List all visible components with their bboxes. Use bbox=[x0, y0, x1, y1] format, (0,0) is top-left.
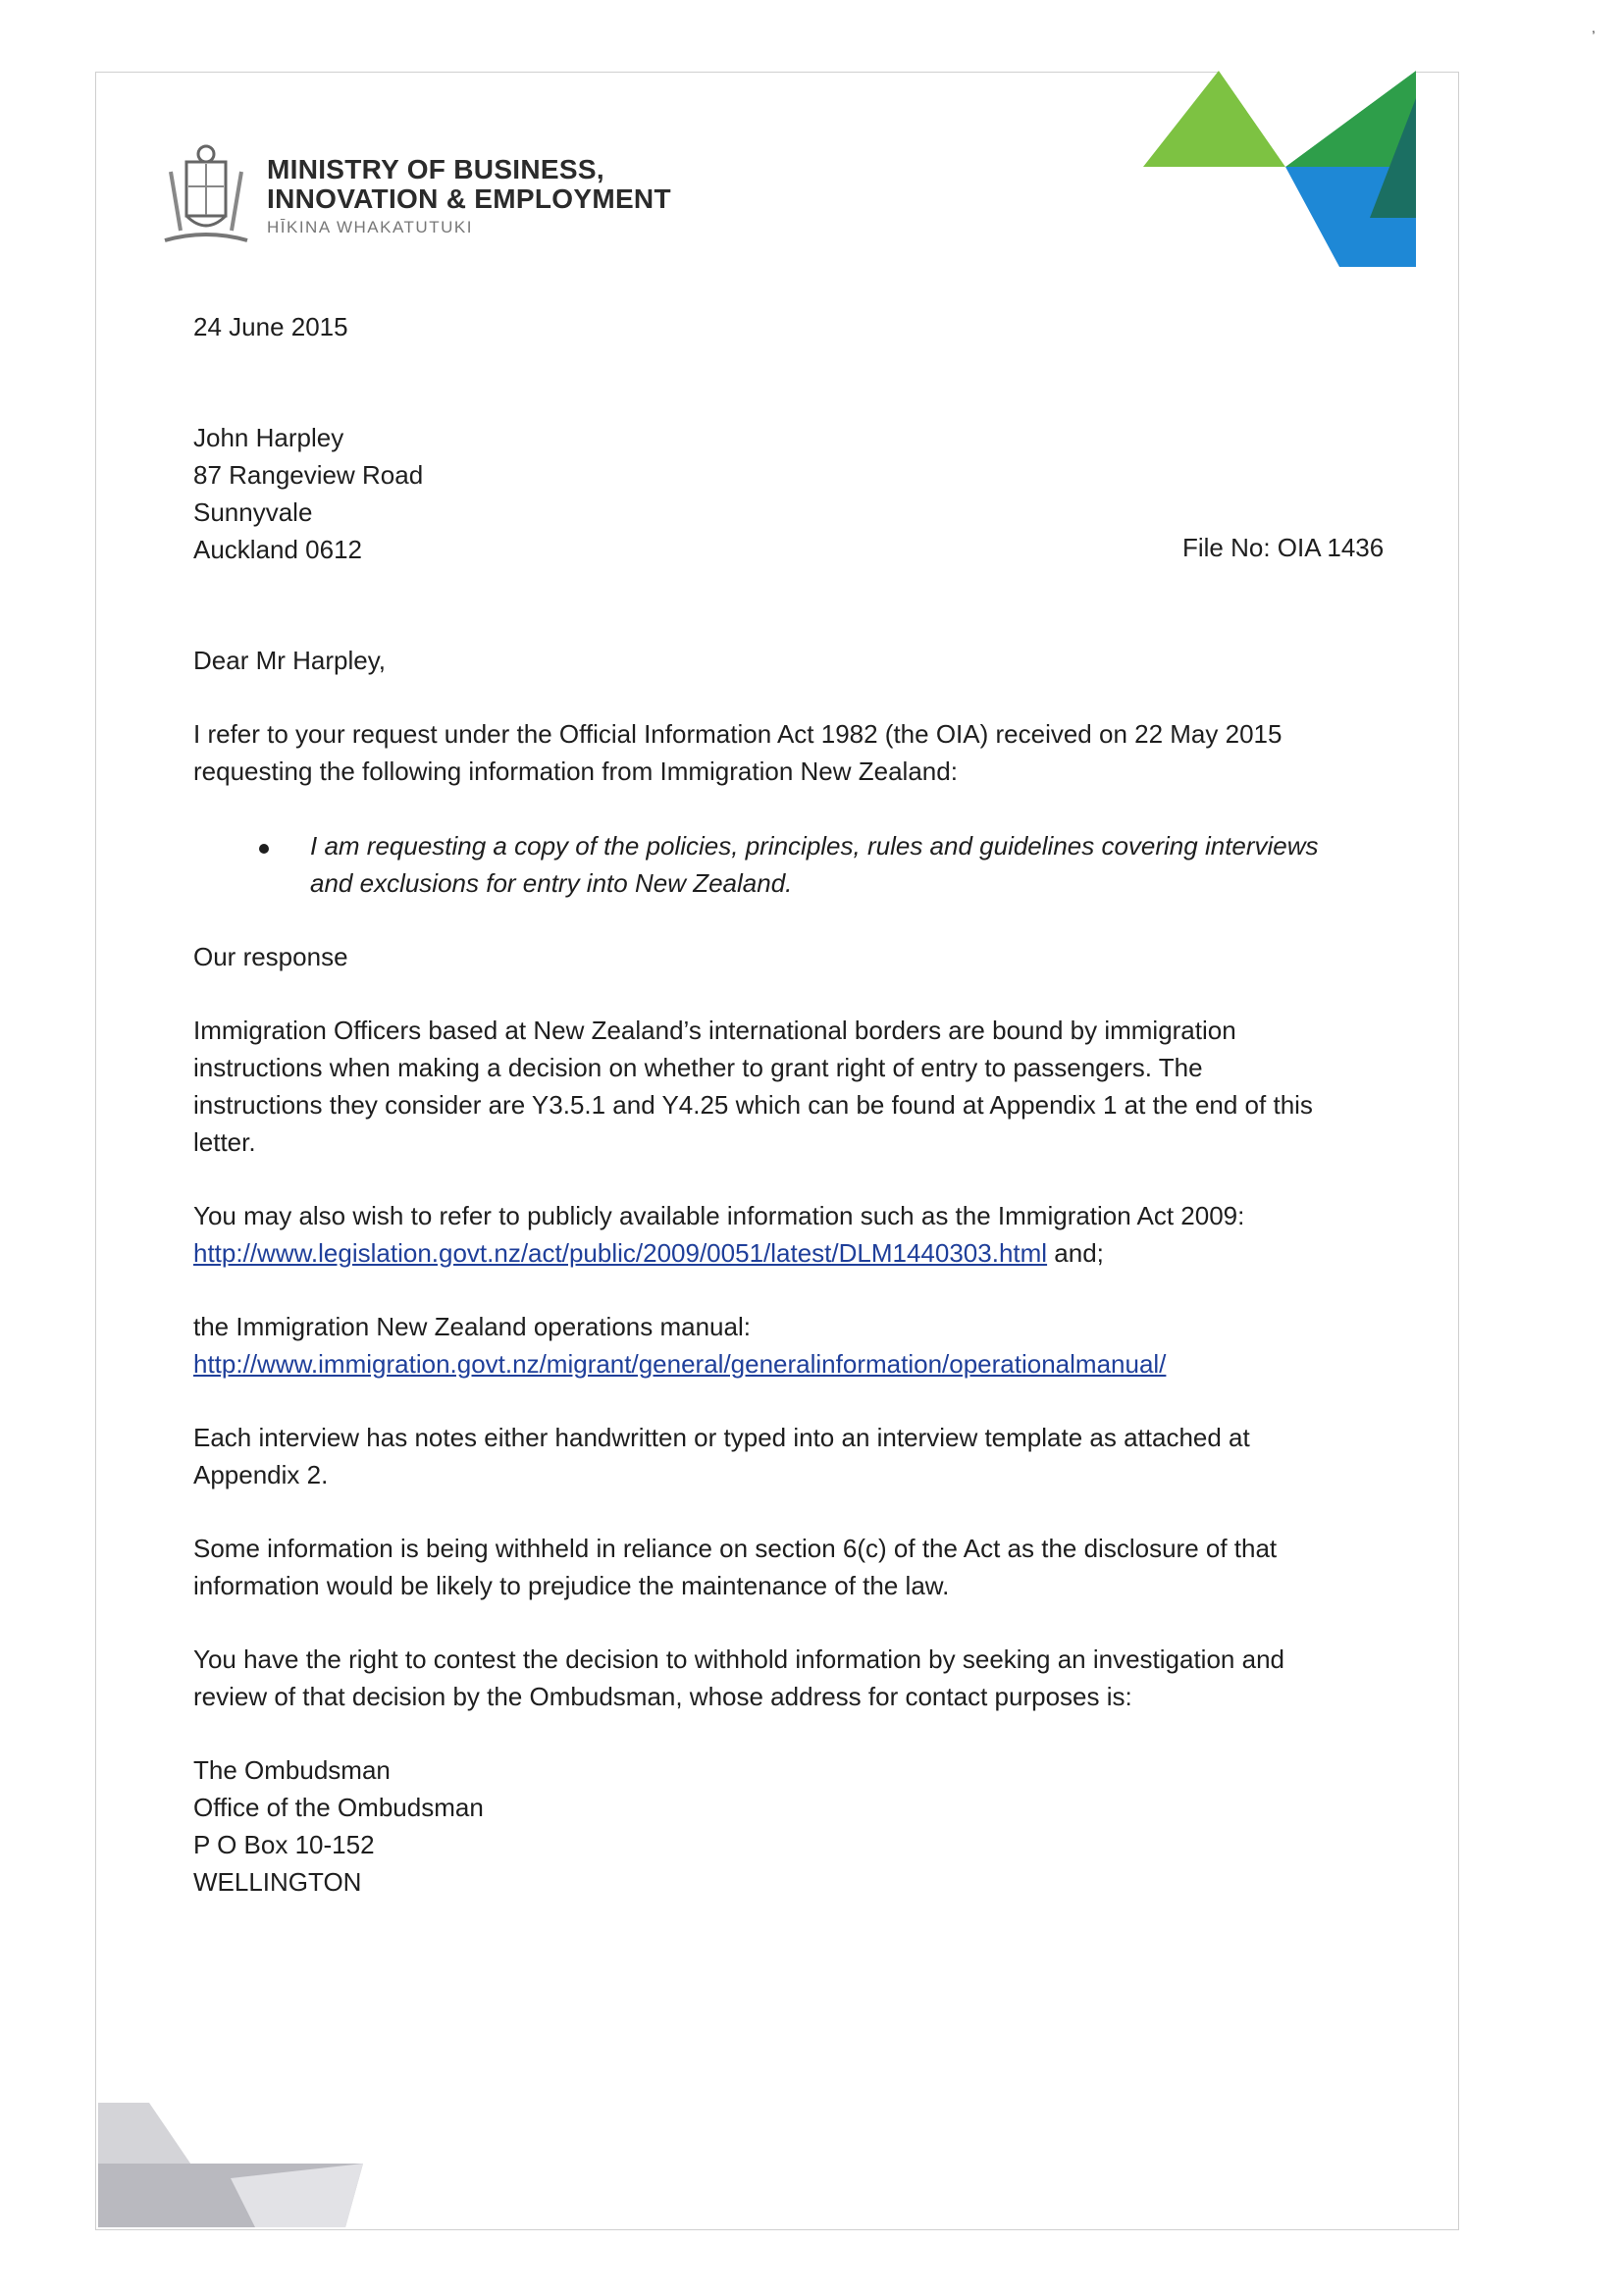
para4-line-1: Each interview has notes either handwritten or typed into an interview template as attached at bbox=[193, 1423, 1250, 1452]
para1-line-3: instructions they consider are Y3.5.1 and Y4.25 which can be found at Appendix 1 at the end of this bbox=[193, 1090, 1313, 1120]
operations-manual-link[interactable]: http://www.immigration.govt.nz/migrant/general/generalinformation/operationalmanual/ bbox=[193, 1349, 1167, 1379]
ministry-maori-name: HĪKINA WHAKATUTUKI bbox=[267, 218, 473, 236]
intro-line-1: I refer to your request under the Official Information Act 1982 (the OIA) received on 22 May 2015 bbox=[193, 719, 1283, 749]
ministry-name-line-1: MINISTRY OF BUSINESS, bbox=[267, 154, 604, 184]
para4-line-2: Appendix 2. bbox=[193, 1460, 329, 1489]
ministry-name-line-2: INNOVATION & EMPLOYMENT bbox=[267, 183, 671, 214]
para1-line-1: Immigration Officers based at New Zealand’s international borders are bound by immigration bbox=[193, 1016, 1236, 1045]
recipient-suburb: Sunnyvale bbox=[193, 497, 313, 527]
para2-suffix: and; bbox=[1047, 1238, 1104, 1268]
request-quote-line-2: and exclusions for entry into New Zealand. bbox=[310, 868, 793, 898]
para5-line-2: information would be likely to prejudice the maintenance of the law. bbox=[193, 1571, 950, 1600]
salutation: Dear Mr Harpley, bbox=[193, 646, 387, 675]
ombudsman-address-line-4: WELLINGTON bbox=[193, 1867, 362, 1897]
para2-text: You may also wish to refer to publicly available information such as the Immigration Act 2009: bbox=[193, 1201, 1245, 1230]
ministry-name-block bbox=[267, 155, 671, 237]
para5-line-1: Some information is being withheld in reliance on section 6(c) of the Act as the disclosure of that bbox=[193, 1534, 1278, 1563]
coat-of-arms-icon bbox=[157, 142, 255, 250]
ombudsman-address-line-2: Office of the Ombudsman bbox=[193, 1793, 484, 1822]
letter-date: 24 June 2015 bbox=[193, 312, 348, 341]
file-number: File No: OIA 1436 bbox=[1182, 533, 1385, 562]
legislation-link[interactable]: http://www.legislation.govt.nz/act/public/2009/0051/latest/DLM1440303.html bbox=[193, 1238, 1048, 1268]
ministry-logo bbox=[157, 142, 671, 250]
para6-line-1: You have the right to contest the decision to withhold information by seeking an investigation and bbox=[193, 1644, 1284, 1674]
ombudsman-address-line-1: The Ombudsman bbox=[193, 1755, 391, 1785]
request-quote-line-1: I am requesting a copy of the policies, principles, rules and guidelines covering interviews bbox=[310, 831, 1319, 861]
recipient-name: John Harpley bbox=[193, 423, 344, 452]
letter-page-frame bbox=[95, 72, 1459, 2230]
ombudsman-address-line-3: P O Box 10-152 bbox=[193, 1830, 375, 1859]
bullet-icon bbox=[259, 844, 269, 854]
para6-line-2: review of that decision by the Ombudsman, whose address for contact purposes is: bbox=[193, 1682, 1132, 1711]
intro-line-2: requesting the following information from Immigration New Zealand: bbox=[193, 757, 958, 786]
para1-line-2: instructions when making a decision on whether to grant right of entry to passengers. The bbox=[193, 1053, 1203, 1082]
para2-link-line bbox=[193, 1234, 1104, 1272]
para1-line-4: letter. bbox=[193, 1127, 256, 1157]
para3-text: the Immigration New Zealand operations manual: bbox=[193, 1312, 751, 1341]
recipient-city: Auckland 0612 bbox=[193, 535, 363, 564]
corner-mark: , bbox=[1592, 20, 1596, 35]
para3-link-line bbox=[193, 1345, 1166, 1383]
response-heading: Our response bbox=[193, 942, 348, 971]
recipient-street: 87 Rangeview Road bbox=[193, 460, 424, 490]
